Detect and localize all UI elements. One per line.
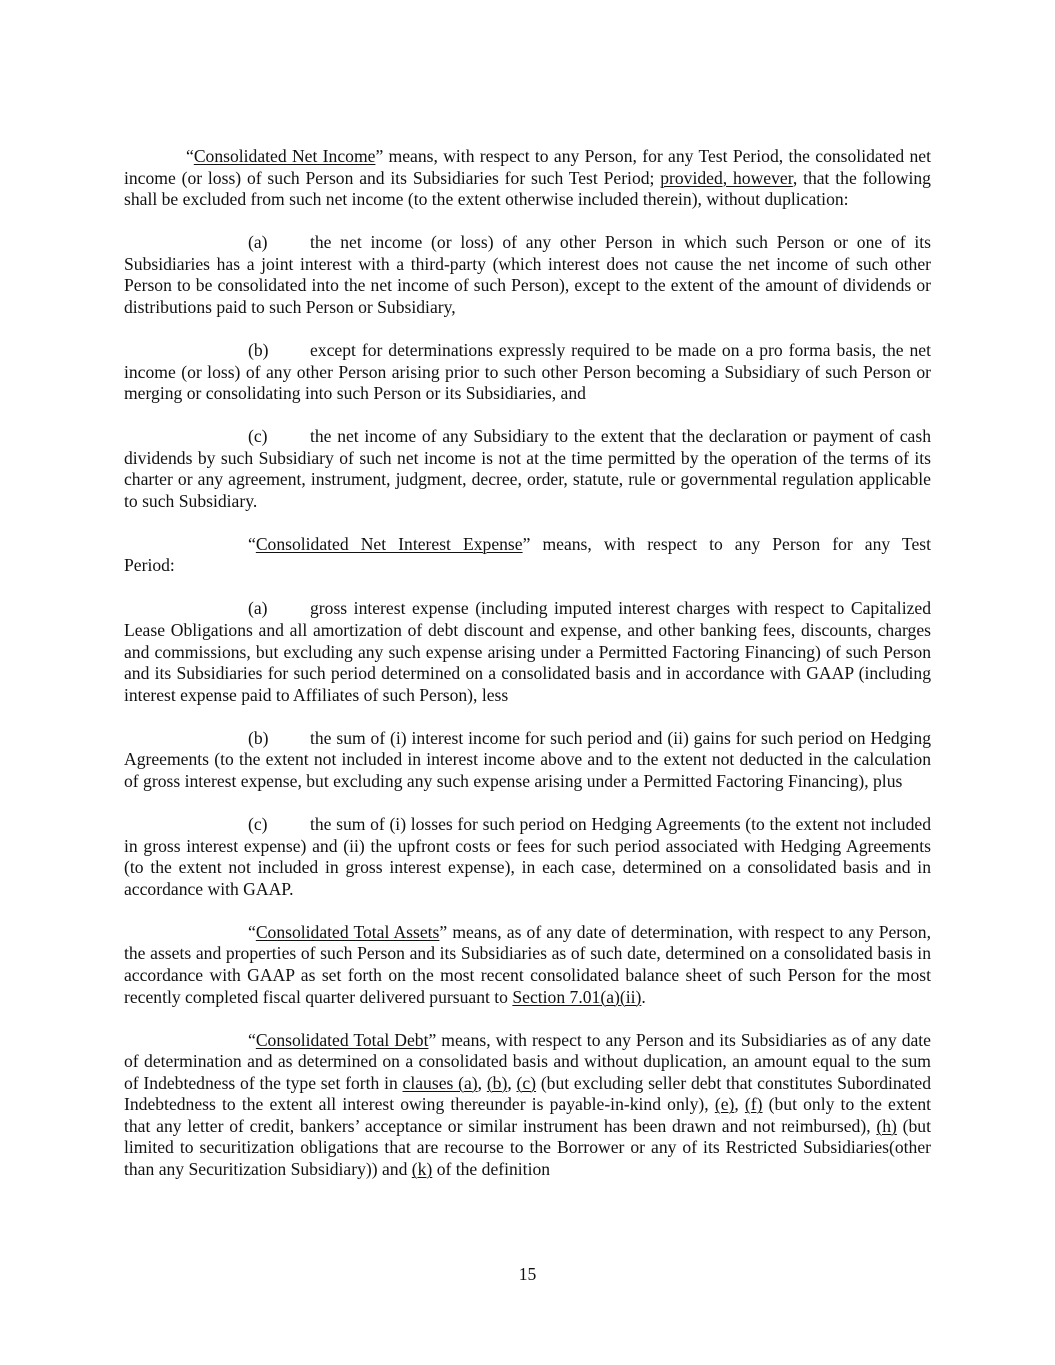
clause-label: (b)	[248, 339, 269, 360]
clause-b	[124, 340, 931, 405]
clause-reference-c: (c)	[516, 1072, 537, 1093]
clause-text: the net income of any Subsidiary to the extent that the declaration or payment of cash dividends by such Subsidiary of such net income is not at the time permitted by the operation of the terms of its charter or any agreement, instrument, judgment, decree, order, statute, rule or governmental regulation applicable to such Subsidiary.	[124, 426, 931, 511]
definition-consolidated-total-debt	[124, 1030, 931, 1181]
clause-label: (a)	[248, 232, 268, 253]
clause-a	[124, 598, 931, 706]
clause-text: the net income (or loss) of any other Person in which such Person or one of its Subsidiaries has a joint interest with a third-party (which interest does not cause the net income of such other Person to be consolidated into the net income of such Person), except to the extent of the amount of dividends or distributions paid to such Person or Subsidiary,	[124, 232, 931, 317]
open-quote: “	[248, 1029, 256, 1050]
defined-term-consolidated-net-income: Consolidated Net Income	[193, 146, 376, 166]
definition-end: .	[641, 986, 646, 1007]
clause-c	[124, 814, 931, 900]
clause-text: except for determinations expressly required to be made on a pro forma basis, the net income (or loss) of any other Person arising prior to such other Person becoming a Subsidiary of such Person or merging or consolidating into such Person or its Subsidiaries, and	[124, 339, 931, 404]
separator: ,	[507, 1072, 517, 1093]
definition-second-line: Period:	[124, 555, 175, 576]
definition-text: ” means, as of any date of determination, with respect to any Person, the assets and properties of such Person and its Subsidiaries as of such date, determined on a consolidated basis in accordance with GAAP as set forth on the most recent consolidated balance sheet of such Person for the most recently completed fiscal quarter delivered pursuant to	[124, 921, 931, 1007]
clause-b	[124, 728, 931, 793]
clause-c	[124, 426, 931, 512]
definition-consolidated-net-income	[124, 146, 931, 211]
definition-text: (but limited to securitization obligations that are recourse to the Borrower or any of its Restricted Subsidiaries(other than any Securitization Subsidiary)) and	[124, 1115, 931, 1180]
clause-reference-e: (e)	[714, 1094, 735, 1115]
clause-label: (c)	[248, 813, 268, 834]
clause-reference-b: (b)	[486, 1072, 508, 1093]
clause-a	[124, 232, 931, 318]
definition-text: (but excluding seller debt that constitutes Subordinated Indebtedness to the extent all interest owing thereunder is payable-in-kind only),	[124, 1072, 932, 1115]
page-number: 15	[518, 1264, 537, 1284]
defined-term-consolidated-net-interest-expense: Consolidated Net Interest Expense	[255, 533, 523, 554]
provided-however: provided, however	[660, 167, 793, 188]
definition-text-tail: , that the following shall be excluded from such net income (to the extent otherwise included therein), without duplication:	[124, 167, 931, 210]
clause-label: (a)	[248, 598, 268, 619]
definition-text: ” means, with respect to any Person for any Test	[522, 533, 931, 554]
definition-text: (but only to the extent that any letter of credit, bankers’ acceptance or similar instrument has been drawn and not reimbursed),	[124, 1094, 932, 1136]
definition-text: ” means, with respect to any Person and its Subsidiaries as of any date of determination and as determined on a consolidated basis and without duplication, an amount equal to the sum of Indebtedness of the type set forth in	[124, 1029, 931, 1093]
clause-label: (b)	[248, 727, 269, 748]
open-quote: “	[248, 921, 256, 942]
separator: ,	[477, 1072, 487, 1093]
section-reference: Section 7.01(a)(ii)	[512, 986, 642, 1007]
open-quote: “	[186, 146, 194, 166]
definition-first-line	[124, 534, 931, 556]
clause-label: (c)	[248, 426, 268, 447]
clause-text: the sum of (i) interest income for such period and (ii) gains for such period on Hedging Agreements (to the extent not included in interest income above and to the extent not deducted in the calculation of gross interest expense, but excluding any such expense arising under a Permitted Factoring Financing), plus	[124, 727, 931, 791]
clause-reference-f: (f)	[744, 1094, 763, 1115]
clause-reference-k: (k)	[411, 1159, 433, 1180]
defined-term-consolidated-total-assets: Consolidated Total Assets	[255, 921, 440, 942]
clause-reference-h: (h)	[876, 1115, 897, 1136]
defined-term-consolidated-total-debt: Consolidated Total Debt	[255, 1029, 429, 1050]
definition-consolidated-net-interest-expense	[124, 534, 931, 577]
definition-text-tail: of the definition	[432, 1159, 551, 1180]
document-page	[124, 146, 931, 1202]
definition-text: ” means, with respect to any Person, for any Test Period, the consolidated net income (or loss) of such Person and its Subsidiaries for such Test Period;	[124, 146, 931, 188]
clause-text: the sum of (i) losses for such period on Hedging Agreements (to the extent not included in gross interest expense) and (ii) the upfront costs or fees for such period associated with Hedging Agreements (to the extent not included in gross interest expense), in each case, determined on a consolidated basis and in accordance with GAAP.	[124, 813, 931, 899]
separator: ,	[734, 1094, 745, 1115]
definition-consolidated-total-assets	[124, 922, 931, 1008]
open-quote: “	[248, 533, 256, 554]
clause-reference-a: clauses (a)	[402, 1072, 478, 1093]
clause-text: gross interest expense (including imputed interest charges with respect to Capitalized Lease Obligations and all amortization of debt discount and expense, and other banking fees, discounts, charges and commissions, but excluding any such expense arising under a Permitted Factoring Financing) of such Person and its Subsidiaries for such period determined on a consolidated basis and in accordance with GAAP (including interest expense paid to Affiliates of such Person), less	[124, 598, 931, 705]
